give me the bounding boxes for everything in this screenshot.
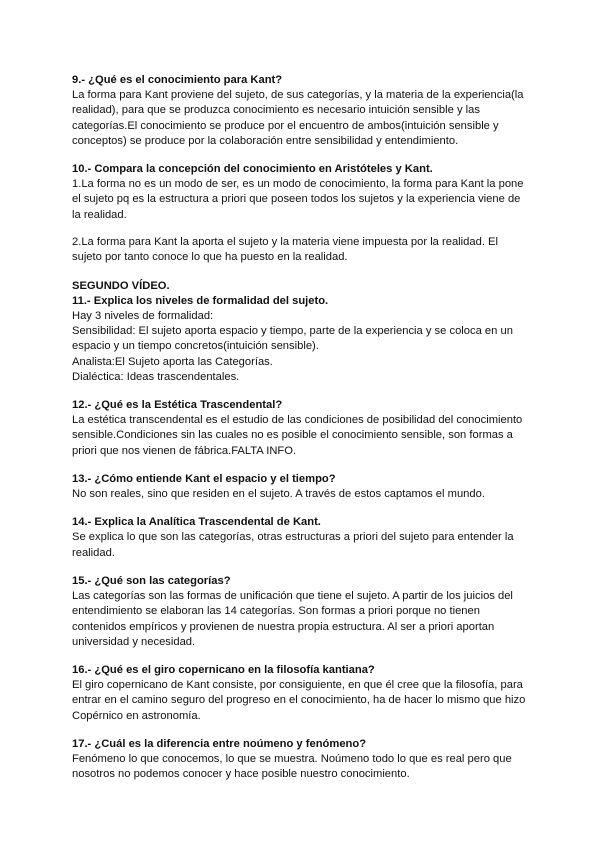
question-14 bbox=[72, 515, 530, 561]
section-heading: SEGUNDO VÍDEO. bbox=[72, 279, 170, 292]
question-17 bbox=[72, 737, 530, 783]
question-9 bbox=[72, 73, 530, 149]
question-16-answer: El giro copernicano de Kant consiste, por consiguiente, en que él cree que la filosofía, para entrar en el camino seguro del progreso en el conocimiento, ha de hacer lo mismo que hizo Copérnico en astronomía. bbox=[72, 679, 526, 722]
question-12 bbox=[72, 398, 530, 459]
question-17-title: 17.- ¿Cuál es la diferencia entre noúmeno y fenómeno? bbox=[72, 738, 367, 751]
question-10 bbox=[72, 162, 530, 265]
question-9-answer: La forma para Kant proviene del sujeto, de sus categorías, y la materia de la experiencia(la realidad), para que se produzca conocimiento es necesario intuición sensible y las categorías.El conocimiento se produce por el encuentro de ambos(intuición sensible y conceptos) se produce por la colaboración entre sensibilidad y entendimiento. bbox=[72, 89, 524, 147]
question-16 bbox=[72, 663, 530, 724]
question-11-line: Analista:El Sujeto aporta las Categorías. bbox=[72, 355, 273, 368]
question-10-answer-1: 1.La forma no es un modo de ser, es un modo de conocimiento, la forma para Kant la pone el sujeto pq es la estructura a priori que poseen todos los sujetos y la experiencia viene de la realidad. bbox=[72, 178, 524, 221]
question-16-title: 16.- ¿Qué es el giro copernicano en la filosofía kantiana? bbox=[72, 664, 375, 677]
question-14-title: 14.- Explica la Analítica Trascendental de Kant. bbox=[72, 516, 321, 529]
question-14-answer: Se explica lo que son las categorías, otras estructuras a priori del sujeto para entender la realidad. bbox=[72, 531, 514, 559]
question-15-title: 15.- ¿Qué son las categorías? bbox=[72, 574, 231, 587]
question-13-answer: No son reales, sino que residen en el sujeto. A través de estos captamos el mundo. bbox=[72, 488, 485, 501]
question-10-answer-2: 2.La forma para Kant la aporta el sujeto y la materia viene impuesta por la realidad. El sujeto por tanto conoce lo que ha puesto en la realidad. bbox=[72, 236, 498, 264]
question-11-line: Sensibilidad: El sujeto aporta espacio y tiempo, parte de la experiencia y se coloca en un espacio y un tiempo concretos(intuición sensible). bbox=[72, 324, 513, 353]
question-10-title: 10.- Compara la concepción del conocimiento en Aristóteles y Kant. bbox=[72, 163, 433, 176]
question-13 bbox=[72, 472, 530, 502]
question-11-line: Hay 3 niveles de formalidad: bbox=[72, 309, 214, 322]
question-9-title: 9.- ¿Qué es el conocimiento para Kant? bbox=[72, 74, 283, 86]
question-12-title: 12.- ¿Qué es la Estética Trascendental? bbox=[72, 399, 283, 412]
question-15 bbox=[72, 574, 530, 650]
question-12-answer: La estética transcendental es el estudio de las condiciones de posibilidad del conocimiento sensible.Condiciones sin las cuales no es posible el conocimiento sensible, son formas a priori que nos vienen de fábrica.FALTA INFO. bbox=[72, 414, 523, 457]
question-11 bbox=[72, 279, 530, 385]
question-15-answer: Las categorías son las formas de unificación que tiene el sujeto. A partir de los juicios del entendimiento se elaboran las 14 categorías. Son formas a priori porque no tienen contenidos empíricos y provienen de nuestra propia estructura. Al ser a priori aportan universidad y necesidad. bbox=[72, 589, 513, 648]
question-17-answer: Fenómeno lo que conocemos, lo que se muestra. Noúmeno todo lo que es real pero que nosotros no podemos conocer y hace posible nuestro conocimiento. bbox=[72, 753, 512, 781]
question-11-line: Dialéctica: Ideas trascendentales. bbox=[72, 370, 240, 383]
question-11-title: 11.- Explica los niveles de formalidad del sujeto. bbox=[72, 294, 329, 307]
question-13-title: 13.- ¿Cómo entiende Kant el espacio y el tiempo? bbox=[72, 473, 336, 486]
